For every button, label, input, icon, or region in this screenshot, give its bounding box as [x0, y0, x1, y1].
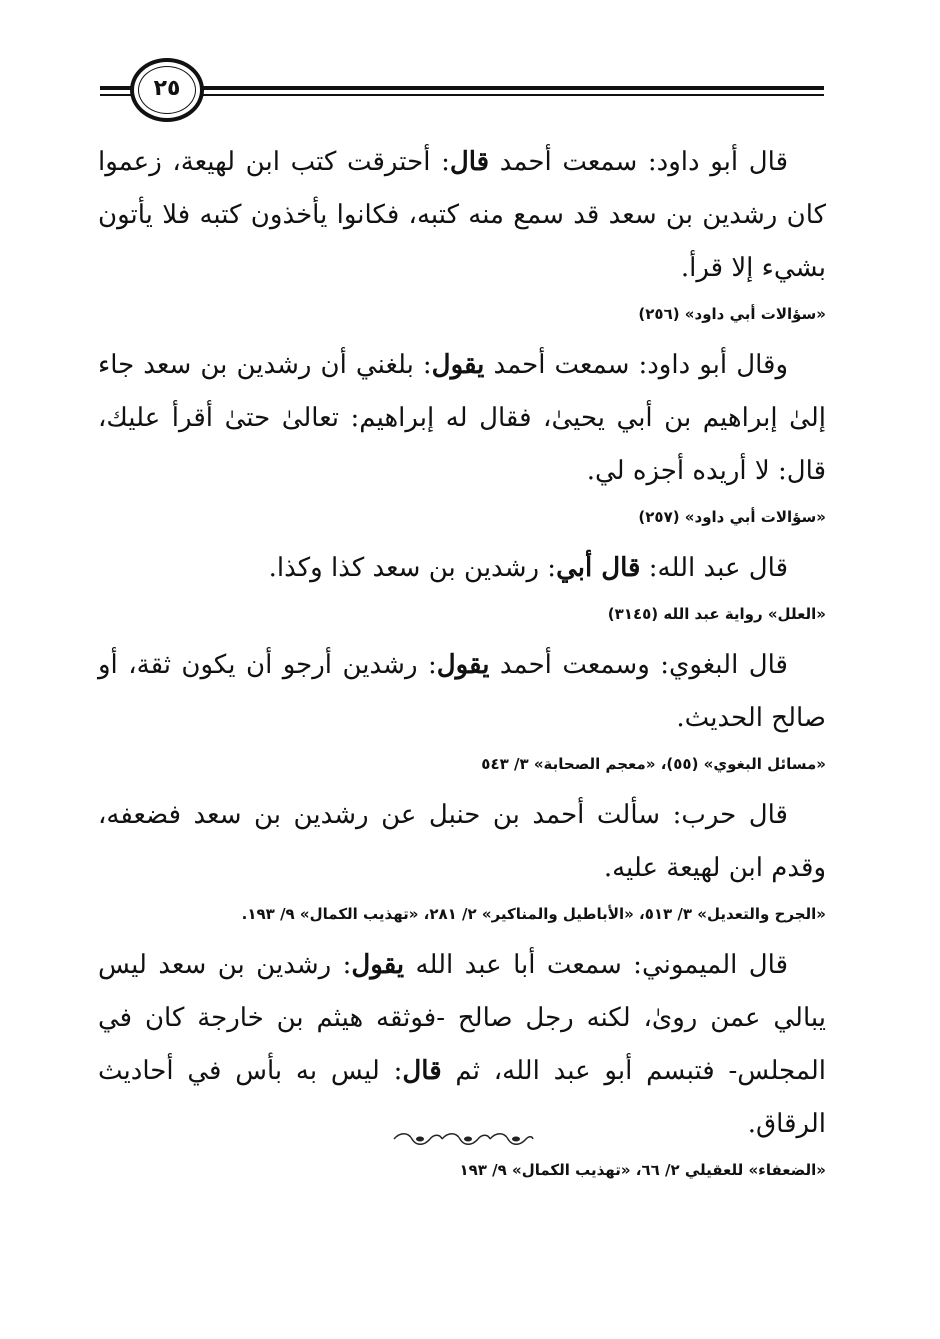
paragraph-text: قال أبو داود: سمعت أحمد [489, 147, 788, 177]
entry-paragraph-1 [98, 136, 826, 295]
paragraph-text: : رشدين أرجو أن يكون ثقة، أو صالح الحديث. [98, 650, 826, 733]
paragraph-text: قال عبد الله: [640, 553, 788, 583]
page-body [98, 136, 826, 1195]
paragraph-bold-keyword: يقول [436, 650, 490, 680]
entry-paragraph-5 [98, 789, 826, 895]
page-number-badge [130, 58, 204, 122]
paragraph-text: قال حرب: سألت أحمد بن حنبل عن رشدين بن سعد فضعفه، وقدم ابن لهيعة عليه. [98, 800, 826, 883]
paragraph-bold-keyword: قال أبي [556, 553, 641, 583]
entry-paragraph-6 [98, 939, 826, 1151]
page-header [100, 58, 824, 128]
page-number: ٢٥ [153, 75, 181, 101]
entry-source-1: «سؤالات أبي داود» (٢٥٦) [638, 305, 826, 323]
entry-paragraph-2 [98, 339, 826, 498]
paragraph-text: : بلغني أن رشدين بن سعد جاء إلىٰ إبراهيم بن أبي يحيىٰ، فقال له إبراهيم: تعالىٰ حتىٰ أقرأ عليك، قال: لا أريده أجزه لي. [98, 350, 826, 486]
entry-source-6: «الضعفاء» للعقيلي ٢/ ٦٦، «تهذيب الكمال» ٩/ ١٩٣ [459, 1161, 826, 1179]
entry-source-2: «سؤالات أبي داود» (٢٥٧) [638, 508, 826, 526]
paragraph-bold-keyword: يقول [431, 350, 485, 380]
paragraph-bold-keyword: يقول [351, 950, 405, 980]
paragraph-text: : رشدين بن سعد كذا وكذا. [268, 553, 557, 583]
header-rule-thin [100, 94, 824, 96]
paragraph-bold-keyword: قال [402, 1056, 442, 1086]
paragraph-text: قال البغوي: وسمعت أحمد [489, 650, 788, 680]
entry-source-4: «مسائل البغوي» (٥٥)، «معجم الصحابة» ٣/ ٥٤٣ [481, 755, 826, 773]
entry-source-5: «الجرح والتعديل» ٣/ ٥١٣، «الأباطيل والمناكير» ٢/ ٢٨١، «تهذيب الكمال» ٩/ ١٩٣. [241, 905, 826, 923]
paragraph-text: : أحترقت كتب ابن لهيعة، زعموا كان رشدين بن سعد قد سمع منه كتبه، فكانوا يأخذون كتبه فلا يأتون بشيء إلا قرأ. [98, 147, 826, 283]
paragraph-bold-keyword: قال [449, 147, 490, 177]
paragraph-text: قال الميموني: سمعت أبا عبد الله [404, 950, 788, 980]
paragraph-text: وقال أبو داود: سمعت أحمد [484, 350, 789, 380]
entry-paragraph-4 [98, 639, 826, 745]
paragraph-text: : رشدين بن سعد ليس يبالي عمن روىٰ، لكنه رجل صالح -فوثقه هيثم بن خارجة كان في المجلس- فتبسم أبو عبد الله، ثم [98, 950, 827, 1086]
entry-paragraph-3 [98, 542, 826, 595]
header-rule-thick [100, 86, 824, 90]
end-ornament [390, 1130, 536, 1148]
paragraph-text: : ليس به بأس في أحاديث الرقاق. [98, 1056, 826, 1139]
entry-source-3: «العلل» رواية عبد الله (٣١٤٥) [607, 605, 826, 623]
